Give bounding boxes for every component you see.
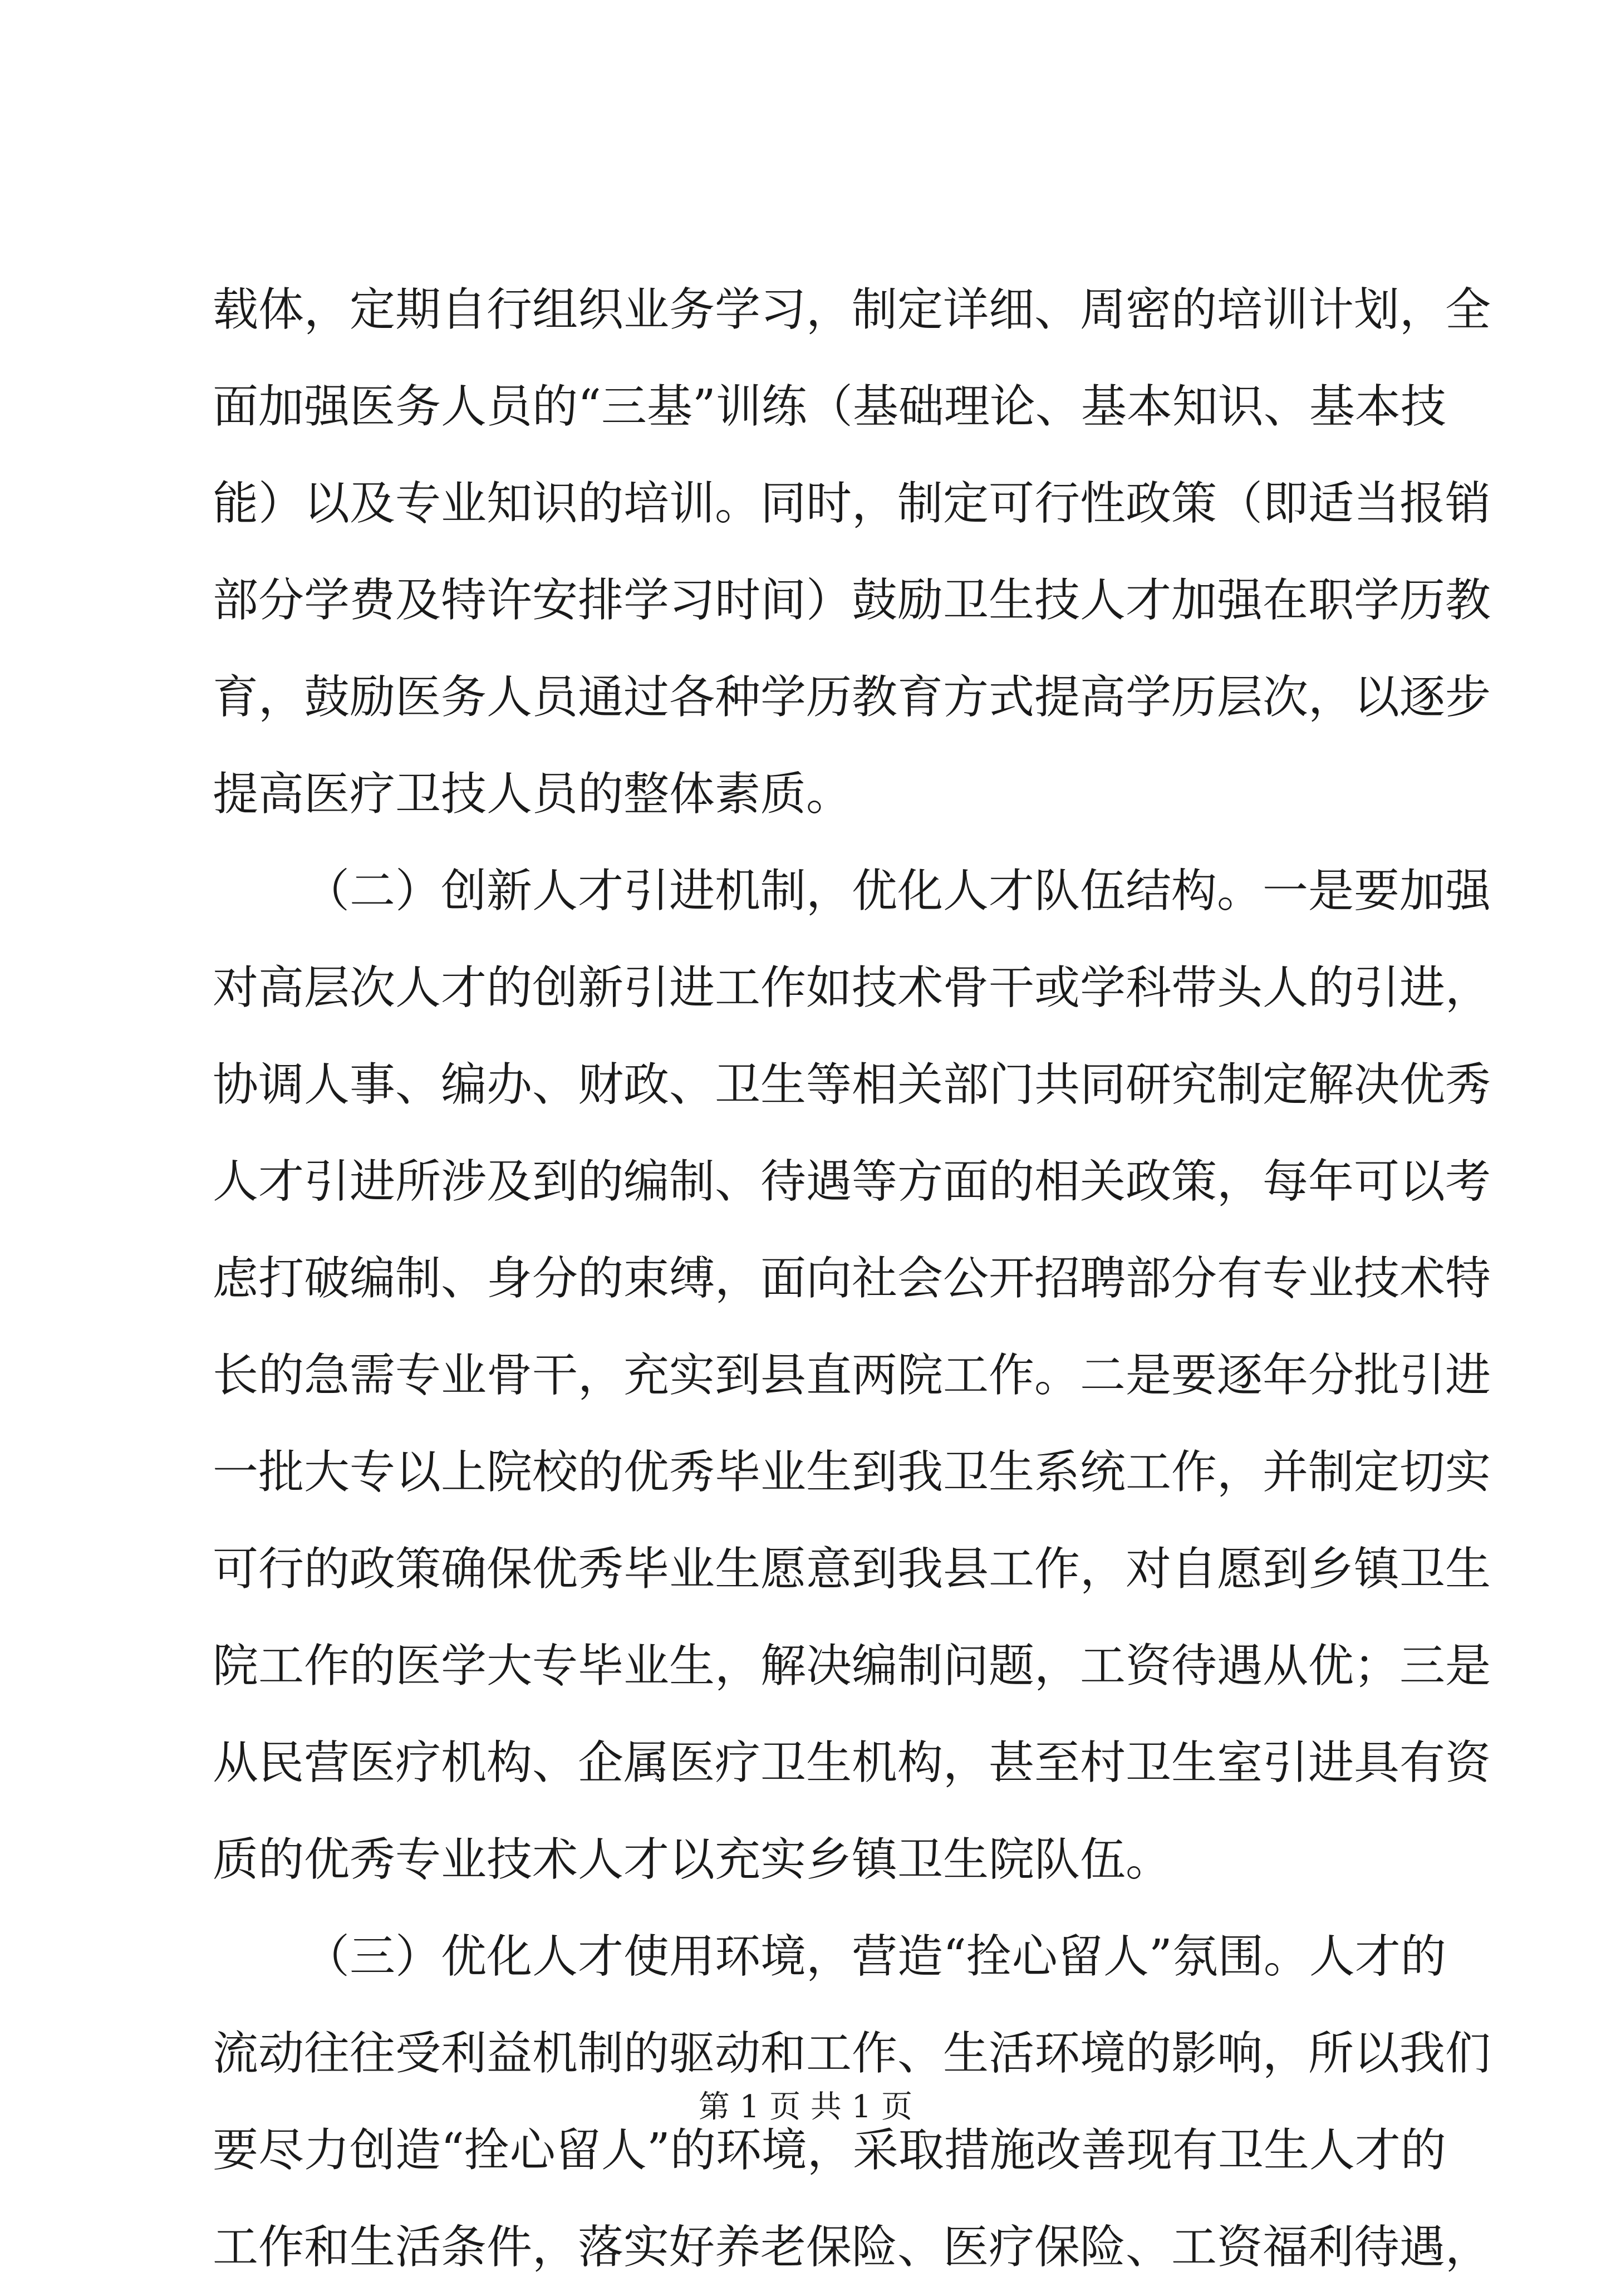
text-line: 要尽力创造“拴心留人”的环境，采取措施改善现有卫生人才的 — [213, 2124, 1446, 2177]
text-line: 育，鼓励医务人员通过各种学历教育方式提高学历层次，以逐步 — [213, 671, 1491, 724]
text-line: 质的优秀专业技术人才以充实乡镇卫生院队伍。 — [213, 1833, 1172, 1886]
text-line: 面加强医务人员的“三基”训练（基础理论、基本知识、基本技 — [213, 380, 1446, 433]
text-line: 载体，定期自行组织业务学习，制定详细、周密的培训计划，全 — [213, 283, 1491, 336]
page-footer — [0, 2085, 1611, 2130]
text-line: 流动往往受利益机制的驱动和工作、生活环境的影响，所以我们 — [213, 2027, 1491, 2080]
text-line: 提高医疗卫技人员的整体素质。 — [213, 768, 852, 821]
text-line: 部分学费及特许安排学习时间）鼓励卫生技人才加强在职学历教 — [213, 574, 1491, 627]
text-line: 人才引进所涉及到的编制、待遇等方面的相关政策，每年可以考 — [213, 1155, 1491, 1208]
text-line: 可行的政策确保优秀毕业生愿意到我县工作，对自愿到乡镇卫生 — [213, 1543, 1491, 1596]
paragraph-heading-line: （三）优化人才使用环境，营造“拴心留人”氛围。人才的 — [304, 1930, 1446, 1983]
text-line: 长的急需专业骨干，充实到县直两院工作。二是要逐年分批引进 — [213, 1349, 1491, 1402]
text-line: 从民营医疗机构、企属医疗卫生机构，甚至村卫生室引进具有资 — [213, 1736, 1491, 1789]
text-line: 协调人事、编办、财政、卫生等相关部门共同研究制定解决优秀 — [213, 1058, 1491, 1111]
text-line: 能）以及专业知识的培训。同时，制定可行性政策（即适当报销 — [213, 477, 1491, 530]
text-line: 院工作的医学大专毕业生，解决编制问题，工资待遇从优；三是 — [213, 1640, 1491, 1692]
text-line: 对高层次人才的创新引进工作如技术骨干或学科带头人的引进， — [213, 961, 1491, 1014]
paragraph-heading-line: （二）创新人才引进机制，优化人才队伍结构。一是要加强 — [304, 865, 1491, 918]
text-line: 工作和生活条件，落实好养老保险、医疗保险、工资福利待遇， — [213, 2221, 1491, 2274]
page-number-label: 第 1 页 共 1 页 — [698, 2089, 913, 2125]
body-text — [213, 262, 1491, 2296]
text-line: 虑打破编制、身分的束缚，面向社会公开招聘部分有专业技术特 — [213, 1252, 1491, 1305]
text-line: 一批大专以上院校的优秀毕业生到我卫生系统工作，并制定切实 — [213, 1446, 1491, 1499]
